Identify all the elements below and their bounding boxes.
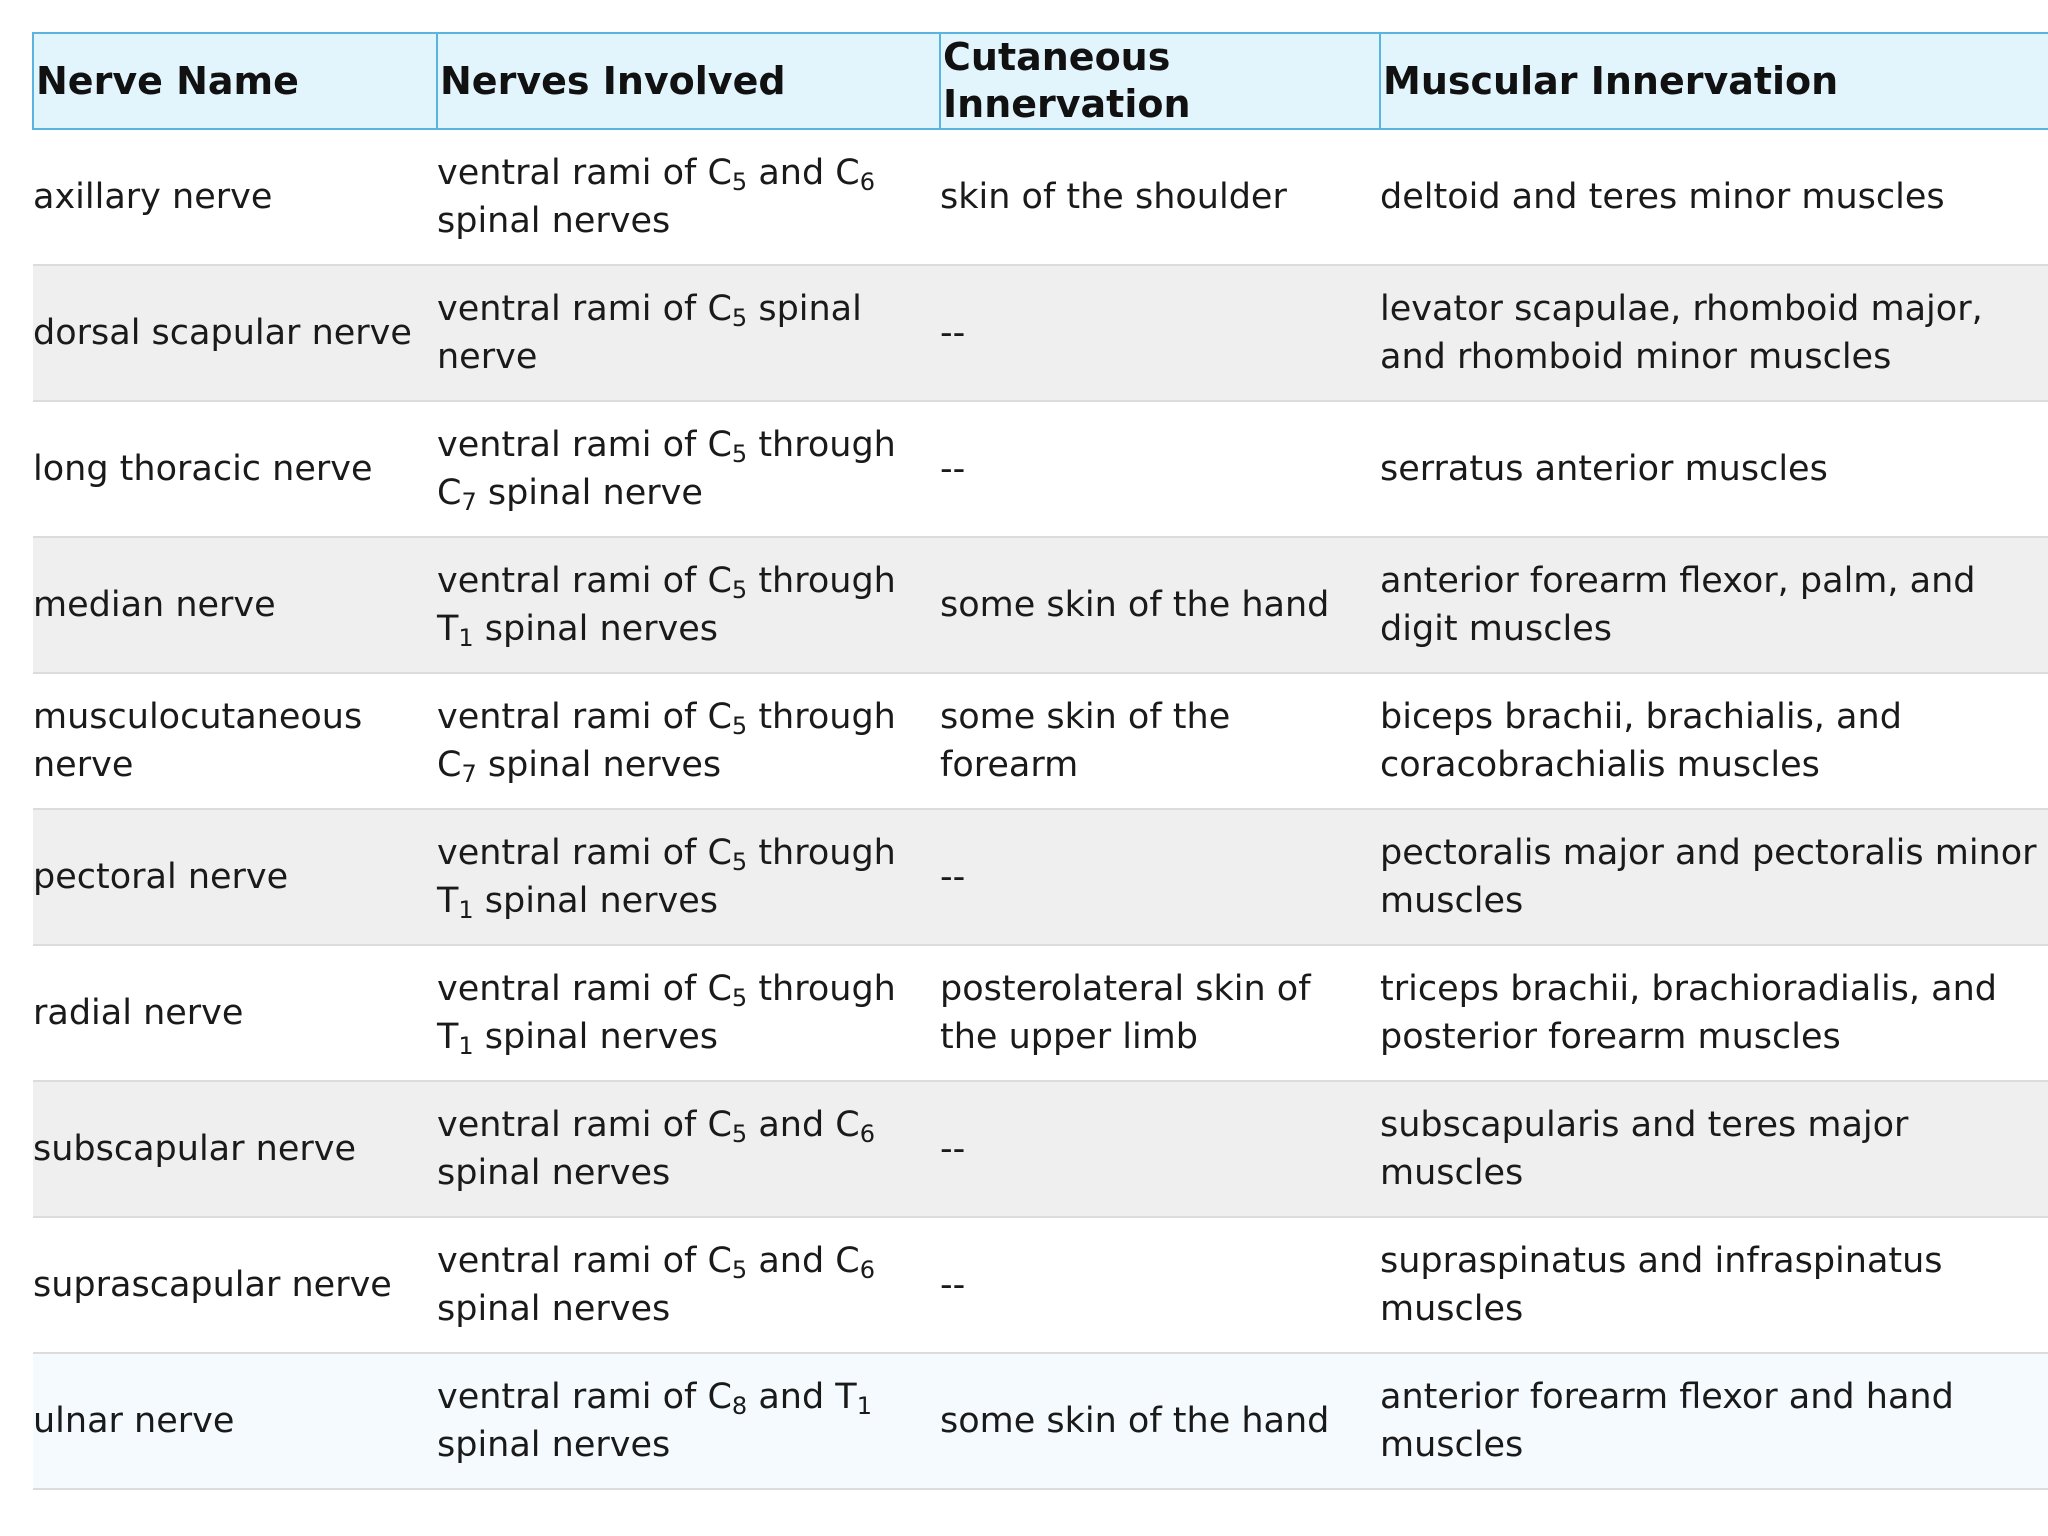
subscript: 7 bbox=[461, 760, 477, 788]
cell-cutaneous-innervation: some skin of the hand bbox=[940, 537, 1380, 673]
table-row bbox=[33, 129, 2048, 265]
text-segment: spinal nerves bbox=[437, 1289, 671, 1329]
subscript: 1 bbox=[458, 1032, 474, 1060]
cell-nerves-involved bbox=[437, 1081, 940, 1217]
table-row bbox=[33, 265, 2048, 401]
cell-cutaneous-innervation: skin of the shoulder bbox=[940, 129, 1380, 265]
text-segment: spinal nerves bbox=[437, 1425, 671, 1465]
subscript: 5 bbox=[731, 712, 748, 740]
table-row bbox=[33, 809, 2048, 945]
cell-nerve-name: dorsal scapular nerve bbox=[33, 265, 437, 401]
cell-cutaneous-innervation: -- bbox=[940, 401, 1380, 537]
cell-muscular-innervation: anterior forearm flexor, palm, and digit muscles bbox=[1380, 537, 2048, 673]
cell-muscular-innervation: anterior forearm flexor and hand muscles bbox=[1380, 1353, 2048, 1489]
text-segment: ventral rami of C bbox=[437, 1241, 732, 1281]
cell-nerve-name: ulnar nerve bbox=[33, 1353, 437, 1489]
cell-nerves-involved bbox=[437, 265, 940, 401]
text-segment: through T bbox=[437, 969, 896, 1057]
cell-muscular-innervation: pectoralis major and pectoralis minor muscles bbox=[1380, 809, 2048, 945]
subscript: 5 bbox=[731, 440, 748, 468]
text-segment: ventral rami of C bbox=[437, 289, 732, 329]
cell-cutaneous-innervation: -- bbox=[940, 1081, 1380, 1217]
subscript: 5 bbox=[731, 304, 748, 332]
text-segment: spinal nerves bbox=[473, 881, 719, 921]
subscript: 6 bbox=[859, 1120, 876, 1148]
subscript: 5 bbox=[731, 984, 748, 1012]
subscript: 5 bbox=[731, 848, 748, 876]
cell-nerve-name: subscapular nerve bbox=[33, 1081, 437, 1217]
header-nerve-name: Nerve Name bbox=[33, 33, 437, 129]
subscript: 7 bbox=[461, 488, 477, 516]
cell-nerve-name: long thoracic nerve bbox=[33, 401, 437, 537]
header-muscular-innervation: Muscular Innervation bbox=[1380, 33, 2048, 129]
text-segment: spinal nerves bbox=[473, 609, 719, 649]
cell-cutaneous-innervation: some skin of the hand bbox=[940, 1353, 1380, 1489]
table-row bbox=[33, 537, 2048, 673]
subscript: 5 bbox=[731, 1120, 748, 1148]
cell-nerve-name: musculocutaneous nerve bbox=[33, 673, 437, 809]
cell-muscular-innervation: serratus anterior muscles bbox=[1380, 401, 2048, 537]
text-segment: spinal nerve bbox=[437, 289, 862, 377]
cell-nerve-name: suprascapular nerve bbox=[33, 1217, 437, 1353]
text-segment: through T bbox=[437, 561, 896, 649]
text-segment: spinal nerves bbox=[473, 1017, 719, 1057]
text-segment: spinal nerves bbox=[437, 1153, 671, 1193]
nerve-innervation-table bbox=[32, 32, 2048, 1490]
text-segment: ventral rami of C bbox=[437, 697, 732, 737]
cell-nerves-involved bbox=[437, 401, 940, 537]
subscript: 5 bbox=[731, 168, 748, 196]
cell-cutaneous-innervation: some skin of the forearm bbox=[940, 673, 1380, 809]
cell-muscular-innervation: biceps brachii, brachialis, and coracobrachialis muscles bbox=[1380, 673, 2048, 809]
cell-muscular-innervation: subscapularis and teres major muscles bbox=[1380, 1081, 2048, 1217]
cell-cutaneous-innervation: -- bbox=[940, 809, 1380, 945]
text-segment: ventral rami of C bbox=[437, 1377, 732, 1417]
subscript: 1 bbox=[458, 896, 474, 924]
text-segment: through C bbox=[437, 697, 896, 785]
cell-cutaneous-innervation: -- bbox=[940, 265, 1380, 401]
cell-muscular-innervation: levator scapulae, rhomboid major, and rhomboid minor muscles bbox=[1380, 265, 2048, 401]
text-segment: ventral rami of C bbox=[437, 561, 732, 601]
text-segment: and T bbox=[747, 1377, 857, 1417]
text-segment: and C bbox=[747, 1241, 860, 1281]
header-cutaneous-innervation: Cutaneous Innervation bbox=[940, 33, 1380, 129]
subscript: 5 bbox=[731, 1256, 748, 1284]
cell-muscular-innervation: deltoid and teres minor muscles bbox=[1380, 129, 2048, 265]
cell-cutaneous-innervation: -- bbox=[940, 1217, 1380, 1353]
cell-muscular-innervation: supraspinatus and infraspinatus muscles bbox=[1380, 1217, 2048, 1353]
cell-nerves-involved bbox=[437, 809, 940, 945]
cell-muscular-innervation: triceps brachii, brachioradialis, and posterior forearm muscles bbox=[1380, 945, 2048, 1081]
cell-nerves-involved bbox=[437, 945, 940, 1081]
cell-nerve-name: pectoral nerve bbox=[33, 809, 437, 945]
cell-nerves-involved bbox=[437, 1217, 940, 1353]
text-segment: ventral rami of C bbox=[437, 833, 732, 873]
table-row bbox=[33, 1217, 2048, 1353]
cell-nerves-involved bbox=[437, 537, 940, 673]
table-row bbox=[33, 401, 2048, 537]
table-row bbox=[33, 945, 2048, 1081]
cell-cutaneous-innervation: posterolateral skin of the upper limb bbox=[940, 945, 1380, 1081]
text-segment: spinal nerves bbox=[476, 745, 722, 785]
text-segment: ventral rami of C bbox=[437, 1105, 732, 1145]
subscript: 1 bbox=[856, 1392, 872, 1420]
table-header bbox=[33, 33, 2048, 129]
subscript: 1 bbox=[458, 624, 474, 652]
text-segment: spinal nerve bbox=[476, 473, 703, 513]
cell-nerve-name: axillary nerve bbox=[33, 129, 437, 265]
text-segment: spinal nerves bbox=[437, 201, 671, 241]
text-segment: through C bbox=[437, 425, 896, 513]
text-segment: and C bbox=[747, 153, 860, 193]
text-segment: ventral rami of C bbox=[437, 153, 732, 193]
subscript: 6 bbox=[859, 168, 876, 196]
subscript: 6 bbox=[859, 1256, 876, 1284]
cell-nerves-involved bbox=[437, 129, 940, 265]
table-body bbox=[33, 129, 2048, 1489]
header-row bbox=[33, 33, 2048, 129]
header-nerves-involved: Nerves Involved bbox=[437, 33, 940, 129]
cell-nerves-involved bbox=[437, 673, 940, 809]
subscript: 8 bbox=[731, 1392, 748, 1420]
cell-nerves-involved bbox=[437, 1353, 940, 1489]
text-segment: through T bbox=[437, 833, 896, 921]
text-segment: ventral rami of C bbox=[437, 969, 732, 1009]
table-row bbox=[33, 1353, 2048, 1489]
subscript: 5 bbox=[731, 576, 748, 604]
cell-nerve-name: radial nerve bbox=[33, 945, 437, 1081]
text-segment: ventral rami of C bbox=[437, 425, 732, 465]
table-row bbox=[33, 1081, 2048, 1217]
table-row bbox=[33, 673, 2048, 809]
text-segment: and C bbox=[747, 1105, 860, 1145]
cell-nerve-name: median nerve bbox=[33, 537, 437, 673]
